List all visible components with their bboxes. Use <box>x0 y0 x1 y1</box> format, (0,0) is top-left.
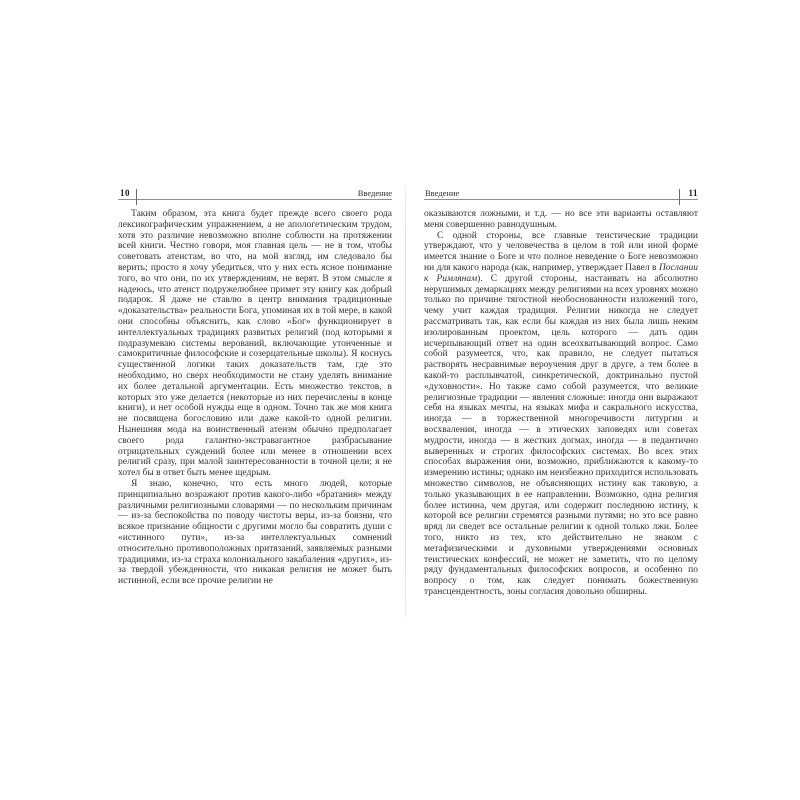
left-running-title: Введение <box>357 188 392 198</box>
paragraph-text: ). С другой стороны, настаивать на абсолютно нерушимых демаркациях между религиями на всех уровнях можно только по причине тягостной необоснованности изложений того, чему учит каждая традиция. Религии никогда не следует рассматривать так, как если бы каждая из них была лишь неким изолированным проектом, цель которого — дать один исчерпывающий ответ на один всеохватывающий вопрос. Само собой разумеется, что, как правило, не следует пытаться растворять несравнимые вероучения друг в друге, а тем более в какой-то расплывчатой, синкретической, доктринально пустой «духовности». Но также само собой разумеется, что великие религиозные традиции — явления сложные: иногда они выражают себя на языках мечты, на языках мифа и сакрального искусства, иногда — в торжественной многоречивости литургии и восхваления, иногда — в этических заповедях или советах мудрости, иногда — в жестких догмах, иногда — в педантично выверенных и строгих философских системах. Во всех этих способах выражения они, возможно, приближаются к какому-то измерению истины; однако им неизбежно приходится использовать множество символов, не объясняющих истину как таковую, а только указывающих в ее направлении. Возможно, одна религия более истинна, чем другая, или содержит последнюю истину, к которой все религии стремятся разными путями; но это все равно вряд ли сведет все остальные религии к одной только лжи. Более того, никто из тех, кто действительно не знаком с метафизическими и духовными утверждениями основных теистических конфессий, не может не заметить, что по целому ряду фундаментальных философских вопросов, и особенно по вопросу о том, как следует понимать божественную трансцендентность, зоны согласия довольно обширны. <box>424 273 699 597</box>
left-page <box>118 186 392 587</box>
left-page-body <box>118 209 392 587</box>
paragraph-continuation: оказываются ложными, и т.д. — но все эти варианты оставляют меня совершенно равнодушным. <box>424 209 698 230</box>
paragraph: Я знаю, конечно, что есть много людей, которые принципиально возражают против какого-либо «братания» между различными религиозными словарями — по нескольким причинам — из-за беспокойства по поводу чистоты веры, из-за боязни, что всякое признание общности с другими могло бы совратить души с «истинного пути», из-за интеллектуальных сомнений относительно противоположных притязаний, заявляемых разными традициями, из-за страха колониального закабаления «других», из-за твердой убежденности, что никакая религия не может быть истинной, если все прочие религии не <box>118 478 392 587</box>
paragraph: Таким образом, эта книга будет прежде всего своего рода лексикографическим упражнением, а не апологетическим трудом, хотя это различие невозможно вполне соблюсти на протяжении всей книги. Честно говоря, моя главная цель — не в том, чтобы советовать атеистам, во что, на мой взгляд, им следовало бы верить; просто я хочу убедиться, что у них есть ясное понимание того, во что они, по их утверждениям, не верят. В этом смысле я надеюсь, что атеист подружелюбнее примет эту книгу как добрый подарок. Я даже не ставлю в центр внимания традиционные «доказательства» реальности Бога, упоминая их в той мере, в какой они способны объяснить, как слово «Бог» функционирует в интеллектуальных традициях развитых религий (под которыми я подразумеваю системы верований, включающие утонченные и самокритичные философские и созерцательные школы). Я коснусь существенной логики таких доказательств там, где это необходимо, но сверх необходимости не стану уделять внимание их более детальной аргументации. Есть множество текстов, в которых это уже делается (некоторые из них перечислены в конце книги), и нет особой нужды еще в одном. Точно так же моя книга не посвящена богословию или даже какой-то одной религии. Нынешняя мода на воинственный атеизм обычно предполагает своего рода галантно-экстравагантное разбрасывание отрицательных суждений более или менее в отношении всех религий сразу, при малой заинтересованности в точной цели; я не хотел бы в ответ быть менее щедрым. <box>118 209 392 479</box>
left-page-header <box>118 186 392 200</box>
right-page-header <box>424 186 698 200</box>
header-tick <box>136 189 137 205</box>
page-gutter-divider <box>405 187 406 617</box>
paragraph <box>424 231 698 598</box>
paragraph-text: С одной стороны, все главные теистические традиции утверждают, что у человечества в целом в той или иной форме имеется знание о Боге и что полное неведение о Боге невозможно ни для какого народа (как, например, утверждает Павел в <box>424 230 698 273</box>
right-running-title: Введение <box>425 188 460 198</box>
left-page-number: 10 <box>120 188 130 198</box>
header-tick <box>679 189 680 205</box>
book-title-italic: Послании к Римлянам <box>424 262 698 284</box>
right-page <box>424 186 698 598</box>
right-page-number: 11 <box>688 188 698 198</box>
right-page-body <box>424 209 698 598</box>
